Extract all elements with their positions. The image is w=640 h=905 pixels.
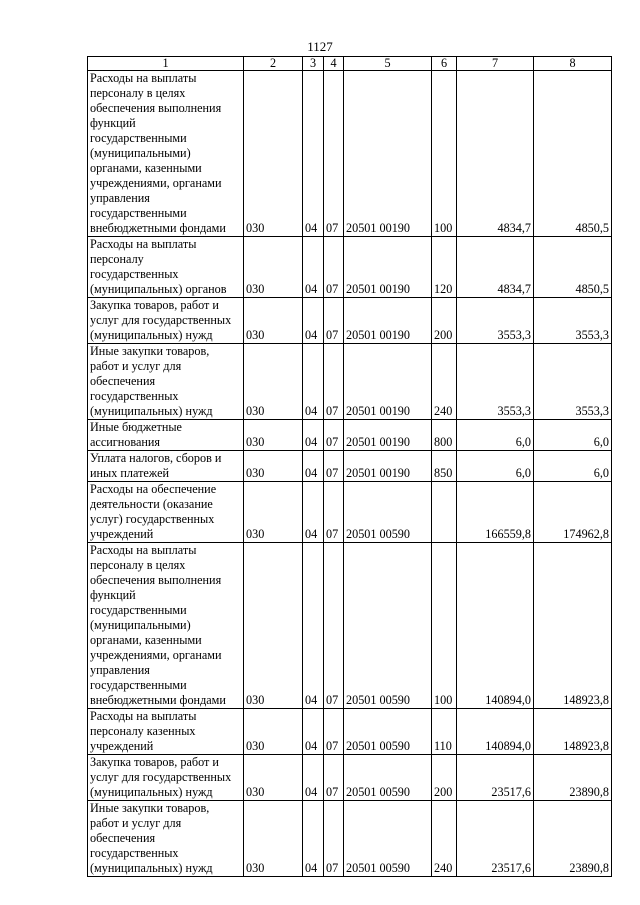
cell-amount-col7: 140894,0: [457, 543, 534, 709]
cell-amount-col7: 23517,6: [457, 755, 534, 801]
cell-name: Иные закупки товаров, работ и услуг для обеспечения государственных (муниципальных) нужд: [88, 801, 244, 877]
cell-section: 04: [303, 801, 324, 877]
cell-expense-type: 240: [432, 344, 457, 420]
cell-amount-col7: 23517,6: [457, 801, 534, 877]
table-row: [88, 755, 612, 801]
cell-ministry-code: 030: [244, 801, 303, 877]
cell-subsection: 07: [324, 451, 344, 482]
cell-ministry-code: 030: [244, 298, 303, 344]
table-header-row: [88, 57, 612, 71]
header-col-6: 6: [432, 57, 457, 71]
cell-section: 04: [303, 482, 324, 543]
cell-name: Расходы на выплаты персоналу государственных (муниципальных) органов: [88, 237, 244, 298]
cell-expense-type: [432, 482, 457, 543]
cell-ministry-code: 030: [244, 543, 303, 709]
cell-amount-col7: 3553,3: [457, 298, 534, 344]
cell-target-article: 20501 00190: [344, 237, 432, 298]
cell-ministry-code: 030: [244, 344, 303, 420]
budget-table: [87, 56, 612, 877]
cell-target-article: 20501 00190: [344, 451, 432, 482]
cell-section: 04: [303, 709, 324, 755]
cell-amount-col7: 140894,0: [457, 709, 534, 755]
header-col-7: 7: [457, 57, 534, 71]
cell-subsection: 07: [324, 801, 344, 877]
cell-amount-col8: 3553,3: [534, 344, 612, 420]
cell-expense-type: 240: [432, 801, 457, 877]
table-row: [88, 801, 612, 877]
cell-amount-col8: 6,0: [534, 420, 612, 451]
cell-amount-col8: 4850,5: [534, 237, 612, 298]
cell-section: 04: [303, 451, 324, 482]
cell-expense-type: 120: [432, 237, 457, 298]
cell-subsection: 07: [324, 709, 344, 755]
cell-name: Иные закупки товаров, работ и услуг для обеспечения государственных (муниципальных) нужд: [88, 344, 244, 420]
cell-amount-col8: 3553,3: [534, 298, 612, 344]
cell-subsection: 07: [324, 237, 344, 298]
cell-target-article: 20501 00590: [344, 709, 432, 755]
cell-name: Уплата налогов, сборов и иных платежей: [88, 451, 244, 482]
cell-subsection: 07: [324, 298, 344, 344]
table-row: [88, 344, 612, 420]
table-row: [88, 71, 612, 237]
header-col-2: 2: [244, 57, 303, 71]
table-row: [88, 709, 612, 755]
cell-subsection: 07: [324, 482, 344, 543]
cell-target-article: 20501 00190: [344, 344, 432, 420]
cell-subsection: 07: [324, 71, 344, 237]
cell-amount-col8: 23890,8: [534, 801, 612, 877]
cell-section: 04: [303, 755, 324, 801]
cell-section: 04: [303, 420, 324, 451]
table-row: [88, 237, 612, 298]
cell-amount-col8: 148923,8: [534, 709, 612, 755]
cell-ministry-code: 030: [244, 451, 303, 482]
cell-name: Расходы на обеспечение деятельности (оказание услуг) государственных учреждений: [88, 482, 244, 543]
cell-section: 04: [303, 344, 324, 420]
cell-name: Расходы на выплаты персоналу в целях обеспечения выполнения функций государственными (муниципальными) органами, казенными учреждениями, органами управления государственными внебюджетными фондами: [88, 543, 244, 709]
cell-amount-col8: 174962,8: [534, 482, 612, 543]
cell-amount-col8: 6,0: [534, 451, 612, 482]
cell-amount-col7: 3553,3: [457, 344, 534, 420]
cell-subsection: 07: [324, 755, 344, 801]
header-col-5: 5: [344, 57, 432, 71]
cell-ministry-code: 030: [244, 709, 303, 755]
cell-amount-col8: 23890,8: [534, 755, 612, 801]
cell-ministry-code: 030: [244, 755, 303, 801]
cell-subsection: 07: [324, 543, 344, 709]
header-col-3: 3: [303, 57, 324, 71]
cell-section: 04: [303, 543, 324, 709]
cell-amount-col7: 6,0: [457, 451, 534, 482]
table-row: [88, 482, 612, 543]
cell-subsection: 07: [324, 344, 344, 420]
cell-section: 04: [303, 298, 324, 344]
cell-name: Закупка товаров, работ и услуг для государственных (муниципальных) нужд: [88, 755, 244, 801]
cell-target-article: 20501 00190: [344, 71, 432, 237]
cell-name: Расходы на выплаты персоналу в целях обеспечения выполнения функций государственными (муниципальными) органами, казенными учреждениями, органами управления государственными внебюджетными фондами: [88, 71, 244, 237]
cell-subsection: 07: [324, 420, 344, 451]
cell-expense-type: 200: [432, 755, 457, 801]
cell-expense-type: 200: [432, 298, 457, 344]
cell-section: 04: [303, 237, 324, 298]
cell-target-article: 20501 00590: [344, 482, 432, 543]
header-col-4: 4: [324, 57, 344, 71]
cell-section: 04: [303, 71, 324, 237]
cell-ministry-code: 030: [244, 71, 303, 237]
cell-expense-type: 850: [432, 451, 457, 482]
cell-expense-type: 100: [432, 543, 457, 709]
cell-amount-col7: 6,0: [457, 420, 534, 451]
cell-name: Иные бюджетные ассигнования: [88, 420, 244, 451]
cell-name: Закупка товаров, работ и услуг для государственных (муниципальных) нужд: [88, 298, 244, 344]
cell-amount-col8: 4850,5: [534, 71, 612, 237]
cell-expense-type: 100: [432, 71, 457, 237]
cell-target-article: 20501 00190: [344, 420, 432, 451]
table-row: [88, 298, 612, 344]
table-row: [88, 451, 612, 482]
table-row: [88, 420, 612, 451]
cell-amount-col8: 148923,8: [534, 543, 612, 709]
page-number: 1127: [307, 39, 333, 54]
cell-amount-col7: 166559,8: [457, 482, 534, 543]
cell-ministry-code: 030: [244, 420, 303, 451]
header-col-1: 1: [88, 57, 244, 71]
cell-target-article: 20501 00590: [344, 755, 432, 801]
cell-name: Расходы на выплаты персоналу казенных учреждений: [88, 709, 244, 755]
cell-ministry-code: 030: [244, 482, 303, 543]
cell-target-article: 20501 00590: [344, 543, 432, 709]
cell-expense-type: 110: [432, 709, 457, 755]
table-row: [88, 543, 612, 709]
cell-amount-col7: 4834,7: [457, 71, 534, 237]
header-col-8: 8: [534, 57, 612, 71]
cell-target-article: 20501 00190: [344, 298, 432, 344]
cell-ministry-code: 030: [244, 237, 303, 298]
cell-amount-col7: 4834,7: [457, 237, 534, 298]
cell-expense-type: 800: [432, 420, 457, 451]
cell-target-article: 20501 00590: [344, 801, 432, 877]
